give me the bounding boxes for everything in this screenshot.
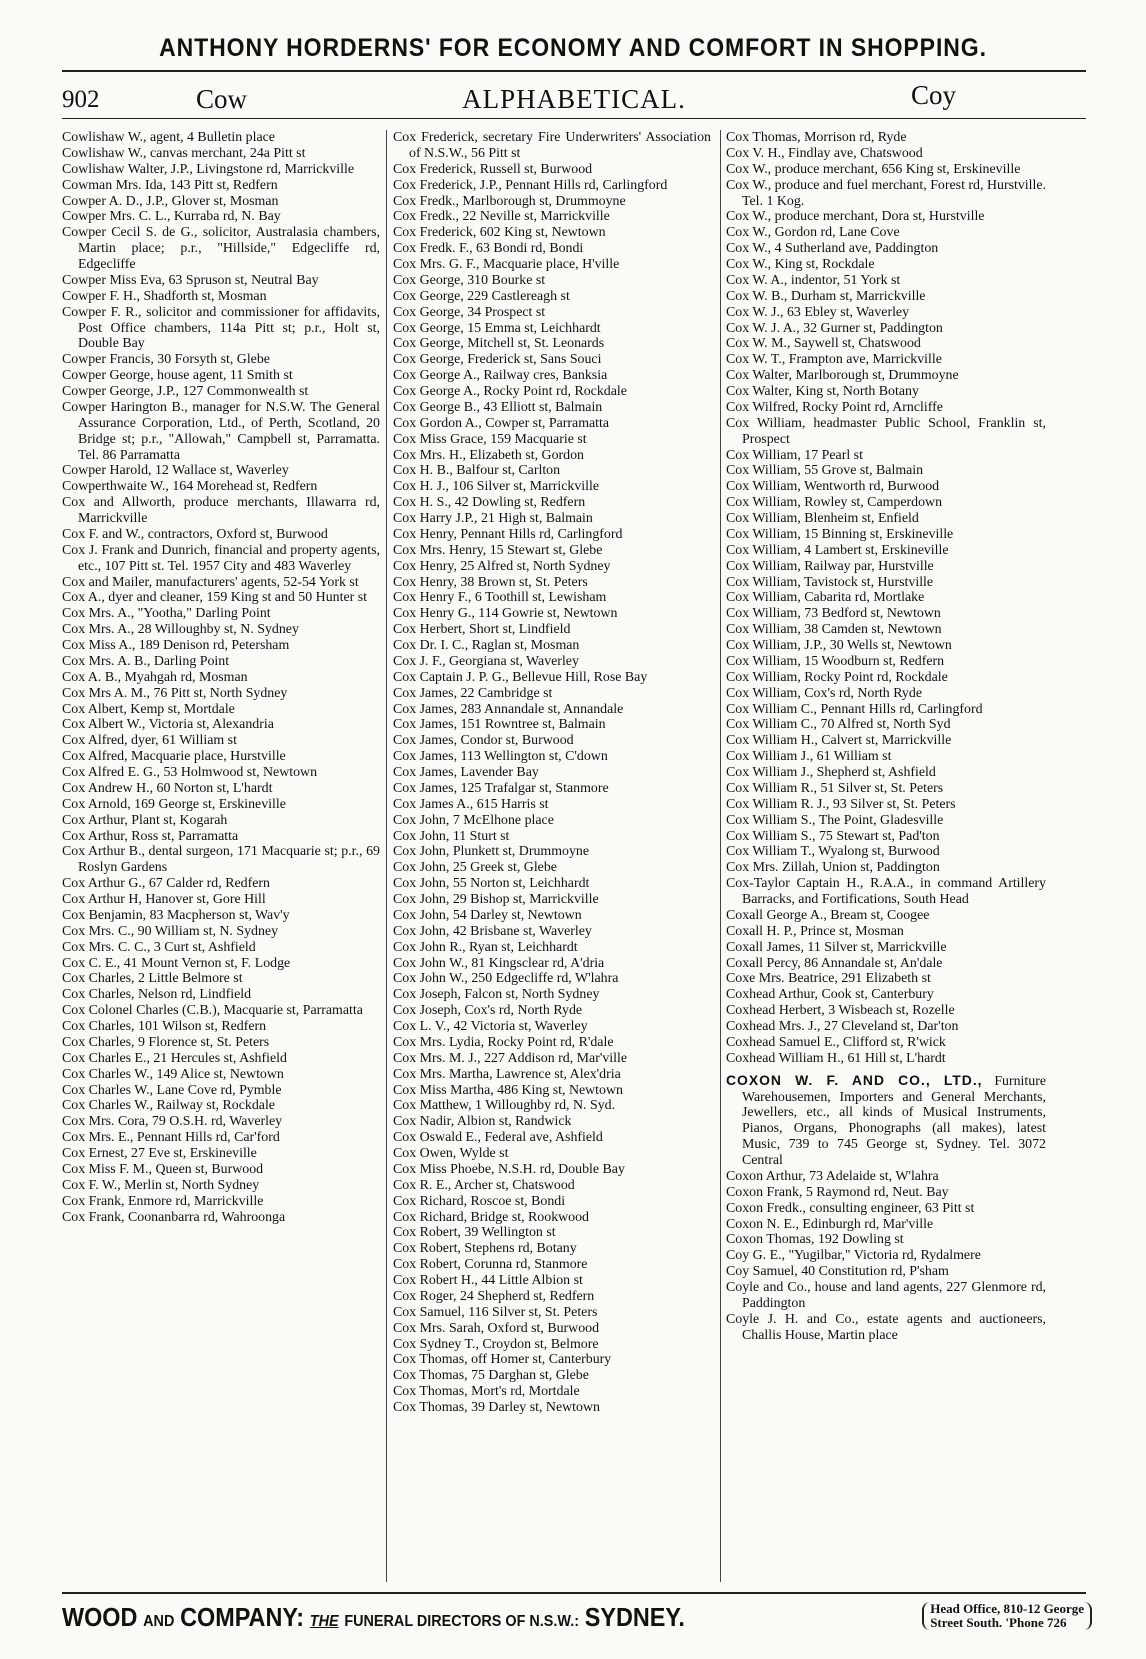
directory-entry: Coxon Frank, 5 Raymond rd, Neut. Bay (726, 1184, 949, 1200)
directory-entry: Coxon N. E., Edinburgh rd, Mar'ville (726, 1216, 934, 1232)
directory-entry: Cox Richard, Bridge st, Rookwood (393, 1209, 590, 1225)
directory-entry: Coxhead Arthur, Cook st, Canterbury (726, 987, 934, 1003)
directory-entry: Cox William, 38 Camden st, Newtown (726, 622, 942, 638)
directory-entry: Cox Mrs. A., "Yootha," Darling Point (62, 606, 271, 622)
directory-entry: Cox George, 229 Castlereagh st (393, 288, 570, 304)
directory-entry: Cox Thomas, 39 Darley st, Newtown (393, 1400, 600, 1415)
directory-entry: Cox James, 22 Cambridge st (393, 685, 553, 701)
directory-entry: Cox Mrs. M. J., 227 Addison rd, Mar'ville (393, 1050, 628, 1066)
directory-entry: Cox Robert, 39 Wellington st (393, 1225, 556, 1241)
directory-entry: Cox George, 34 Prospect st (393, 304, 546, 320)
directory-entry: Cox William, Rocky Point rd, Rockdale (726, 669, 948, 685)
directory-entry: Cox Henry, 25 Alfred st, North Sydney (393, 558, 611, 574)
directory-entry: Cox Robert H., 44 Little Albion st (393, 1273, 583, 1288)
directory-entry: Cox William J., 61 William st (726, 749, 892, 765)
directory-entry: Cox John, 54 Darley st, Newtown (393, 907, 582, 923)
directory-entry: Cowlishaw W., agent, 4 Bulletin place (62, 130, 275, 145)
directory-entry: Cox Alfred E. G., 53 Holmwood st, Newtown (62, 765, 318, 780)
footer-slogan (62, 1602, 685, 1633)
directory-entry: Cox H. J., 106 Silver st, Marrickville (393, 479, 600, 495)
directory-entry: Cox Mrs. A., 28 Willoughby st, N. Sydney (62, 622, 299, 638)
directory-entry: Coxe Mrs. Beatrice, 291 Elizabeth st (726, 971, 931, 987)
directory-entry: Cox W., produce merchant, 656 King st, Erskineville (726, 161, 1021, 177)
directory-entry: Cox W., Gordon rd, Lane Cove (726, 225, 900, 241)
directory-entry: Cox Mrs. Lydia, Rocky Point rd, R'dale (393, 1034, 614, 1050)
directory-entry: Cox William, headmaster Public School, Franklin st, Prospect (726, 415, 1046, 447)
directory-entry: Coxon Thomas, 192 Dowling st (726, 1232, 904, 1248)
section-title: ALPHABETICAL. (462, 84, 686, 114)
directory-entry: Cox Frank, Coonanbarra rd, Wahroonga (62, 1209, 286, 1225)
directory-entry: Cox Matthew, 1 Willoughby rd, N. Syd. (393, 1098, 616, 1114)
directory-entry: Cox James, 283 Annandale st, Annandale (393, 701, 624, 717)
directory-entry: Cox William, Wentworth rd, Burwood (726, 479, 940, 495)
directory-entry: Cox William, 4 Lambert st, Erskineville (726, 542, 949, 558)
directory-entry: Cox Dr. I. C., Raglan st, Mosman (393, 638, 580, 653)
directory-entry: Cox W. T., Frampton ave, Marrickville (726, 352, 942, 368)
directory-entry: Cox Thomas, Mort's rd, Mortdale (393, 1384, 580, 1400)
directory-entry: Cox Mrs. Cora, 79 O.S.H. rd, Waverley (62, 1114, 283, 1130)
directory-entry: Coxall Percy, 86 Annandale st, An'dale (726, 955, 943, 971)
directory-entry: Coxall George A., Bream st, Coogee (726, 907, 930, 923)
directory-entry: Cox William J., Shepherd st, Ashfield (726, 765, 936, 780)
directory-entry: Cox James A., 615 Harris st (393, 796, 549, 812)
footer-the: THE (309, 1613, 339, 1630)
directory-entry: Cox Mrs A. M., 76 Pitt st, North Sydney (62, 685, 288, 701)
directory-entry: Cowper A. D., J.P., Glover st, Mosman (62, 193, 279, 209)
header-rule (62, 118, 1086, 119)
directory-entry: Cox George, 310 Bourke st (393, 272, 546, 288)
directory-entry: Cox Colonel Charles (C.B.), Macquarie st, Parramatta (62, 1003, 363, 1019)
directory-entry: Cowper F. H., Shadforth st, Mosman (62, 288, 267, 304)
directory-entry: Cox George, 15 Emma st, Leichhardt (393, 320, 601, 336)
directory-entry: Cox Thomas, Morrison rd, Ryde (726, 130, 907, 145)
directory-entry: Cox W. B., Durham st, Marrickville (726, 288, 926, 304)
directory-entry: Cox Frank, Enmore rd, Marrickville (62, 1193, 264, 1209)
directory-entry: Cox Harry J.P., 21 High st, Balmain (393, 511, 593, 526)
footer-address (922, 1602, 1092, 1630)
directory-entry: Cox W. J. A., 32 Gurner st, Paddington (726, 320, 943, 336)
directory-entry: Cox John, 42 Brisbane st, Waverley (393, 923, 592, 939)
directory-entry: Cox Frederick, Russell st, Burwood (393, 161, 593, 177)
directory-entry: Cox William C., 70 Alfred st, North Syd (726, 717, 951, 733)
directory-entry: Cox John W., 81 Kingsclear rd, A'dria (393, 955, 605, 971)
directory-entry: Cox Joseph, Falcon st, North Sydney (393, 987, 600, 1003)
directory-entry: Cowman Mrs. Ida, 143 Pitt st, Redfern (62, 177, 278, 193)
directory-entry: Cox Roger, 24 Shepherd st, Redfern (393, 1288, 595, 1304)
directory-entry: Cox John R., Ryan st, Leichhardt (393, 939, 578, 955)
directory-entry: Cox Arthur, Ross st, Parramatta (62, 828, 239, 844)
directory-entry: Cox Walter, Marlborough st, Drummoyne (726, 368, 959, 384)
directory-entry: Cox W. J., 63 Ebley st, Waverley (726, 304, 910, 320)
directory-entry: Cox L. V., 42 Victoria st, Waverley (393, 1019, 588, 1034)
column-divider (720, 130, 721, 1582)
directory-entry: Cox Andrew H., 60 Norton st, L'hardt (62, 780, 273, 796)
directory-entry: Cox William R., 51 Silver st, St. Peters (726, 780, 944, 796)
directory-entry: Cox Arthur G., 67 Calder rd, Redfern (62, 876, 270, 892)
directory-entry: Cox William, Tavistock st, Hurstville (726, 574, 934, 590)
directory-entry: Cowlishaw Walter, J.P., Livingstone rd, Marrickville (62, 161, 355, 177)
footer-address-line-1: Head Office, 810-12 George (930, 1601, 1084, 1616)
directory-entry: Cox Fredk., 22 Neville st, Marrickville (393, 209, 610, 225)
directory-entry: Cox Charles W., 149 Alice st, Newtown (62, 1066, 284, 1082)
directory-entry: Cox W., produce merchant, Dora st, Hurstville (726, 209, 985, 225)
directory-entry: Cox Sydney T., Croydon st, Belmore (393, 1336, 599, 1352)
directory-entry: Cox Thomas, 75 Darghan st, Glebe (393, 1368, 589, 1384)
directory-entry: Cox Charles E., 21 Hercules st, Ashfield (62, 1050, 287, 1066)
footer-and: AND (143, 1613, 175, 1630)
directory-entry: Cox Charles, 2 Little Belmore st (62, 971, 243, 987)
directory-entry: Cox J. Frank and Dunrich, financial and property agents, etc., 107 Pitt st. Tel. 1957 City and 483 Waverley (62, 542, 380, 574)
directory-entry: Cox William, 55 Grove st, Balmain (726, 463, 924, 479)
directory-entry: Cox George A., Rocky Point rd, Rockdale (393, 384, 627, 399)
directory-entry: Cox George A., Railway cres, Banksia (393, 368, 608, 384)
directory-entry: Cox William, Cox's rd, North Ryde (726, 685, 922, 701)
advertising-banner: ANTHONY HORDERNS' FOR ECONOMY AND COMFORT IN SHOPPING. (159, 34, 987, 62)
directory-entry: Cox William, 73 Bedford st, Newtown (726, 606, 941, 622)
directory-entry: Cox A., dyer and cleaner, 159 King st and 50 Hunter st (62, 590, 367, 606)
column-3-entries (726, 130, 1046, 1067)
directory-column-1 (62, 130, 380, 1225)
directory-entry: Cox F. W., Merlin st, North Sydney (62, 1177, 260, 1193)
footer-address-line-2: Street South. 'Phone 726 (930, 1615, 1067, 1630)
directory-entry: Coxall James, 11 Silver st, Marrickville (726, 939, 947, 955)
directory-entry: Coxall H. P., Prince st, Mosman (726, 923, 904, 939)
directory-entry: Cox Frederick, secretary Fire Underwriters' Association of N.S.W., 56 Pitt st (393, 130, 711, 161)
directory-entry: Cox George, Frederick st, Sans Souci (393, 352, 602, 368)
guide-word-right: Coy (910, 80, 956, 110)
directory-entry: Cox Alfred, Macquarie place, Hurstville (62, 749, 286, 765)
directory-entry: Cox William S., The Point, Gladesville (726, 812, 944, 828)
directory-entry: Cox Frederick, 602 King st, Newtown (393, 225, 606, 241)
directory-entry: Cowper Miss Eva, 63 Spruson st, Neutral Bay (62, 272, 319, 288)
guide-word-left: Cow (196, 84, 248, 114)
directory-entry: Cox Nadir, Albion st, Randwick (393, 1114, 572, 1130)
directory-entry: Cox Charles W., Lane Cove rd, Pymble (62, 1082, 282, 1098)
directory-entry: Cox W., produce and fuel merchant, Forest rd, Hurstville. Tel. 1 Kog. (726, 177, 1046, 209)
directory-entry: Cox F. and W., contractors, Oxford st, Burwood (62, 526, 328, 542)
directory-column-3 (726, 130, 1046, 1344)
directory-entry: Cox William, Rowley st, Camperdown (726, 495, 943, 511)
directory-entry: Cox W. A., indentor, 51 York st (726, 272, 901, 288)
directory-entry: Cox Fredk., Marlborough st, Drummoyne (393, 193, 626, 209)
directory-entry: Cox Miss Grace, 159 Macquarie st (393, 431, 587, 447)
column-divider (386, 130, 387, 1582)
directory-entry: Cox Owen, Wylde st (393, 1146, 509, 1161)
directory-entry: Cowlishaw W., canvas merchant, 24a Pitt st (62, 145, 306, 161)
directory-entry: Cox Charles, Nelson rd, Lindfield (62, 987, 252, 1003)
directory-entry: Cox-Taylor Captain H., R.A.A., in command Artillery Barracks, and Fortifications, South Head (726, 876, 1046, 907)
coxon-advertisement (726, 1073, 1046, 1169)
directory-entry: Cowper Cecil S. de G., solicitor, Australasia chambers, Martin place; p.r., "Hillside," Edgecliffe rd, Edgecliffe (62, 225, 380, 272)
directory-entry: Cox Miss F. M., Queen st, Burwood (62, 1161, 264, 1177)
directory-entry: Cox Mrs. C., 90 William st, N. Sydney (62, 923, 279, 939)
coxon-ad-text: Furniture Warehousemen, Importers and General Merchants, Jewellers, etc., all kinds of Musical Instruments, Pianos, Organs, Phonographs (all makes), latest Music, 739 to 745 George st, Sydney. Tel. 3072 Central (742, 1073, 1047, 1168)
directory-entry: Coyle and Co., house and land agents, 227 Glenmore rd, Paddington (726, 1280, 1046, 1311)
page-header (62, 78, 1086, 122)
directory-entry: Cox Fredk. F., 63 Bondi rd, Bondi (393, 241, 584, 257)
directory-entry: Cox William, 15 Binning st, Erskineville (726, 526, 954, 542)
footer-wood: WOOD (62, 1602, 138, 1632)
directory-entry: Cox Mrs. Zillah, Union st, Paddington (726, 860, 940, 876)
footer-advertisement (62, 1596, 1092, 1648)
directory-entry: Cox Charles W., Railway st, Rockdale (62, 1098, 275, 1114)
directory-entry: Cox James, Lavender Bay (393, 765, 539, 780)
directory-entry: Cox William, 17 Pearl st (726, 447, 863, 463)
directory-entry: Cox Albert, Kemp st, Mortdale (62, 701, 235, 717)
directory-entry: Cox Herbert, Short st, Lindfield (393, 622, 571, 638)
directory-entry: Cox and Allworth, produce merchants, Illawarra rd, Marrickville (62, 495, 380, 526)
directory-entry: Cowper Francis, 30 Forsyth st, Glebe (62, 352, 270, 368)
directory-entry: Cowper Harington B., manager for N.S.W. The General Assurance Corporation, Ltd., of Perth, Scotland, 20 Bridge st; p.r., "Allowah," Campbell st, Parramatta. Tel. 86 Parramatta (62, 399, 380, 463)
directory-column-2 (393, 130, 711, 1416)
directory-entry: Cox Oswald E., Federal ave, Ashfield (393, 1130, 603, 1146)
directory-entry: Cox Ernest, 27 Eve st, Erskineville (62, 1146, 257, 1161)
directory-entry: Cox James, Condor st, Burwood (393, 733, 574, 749)
directory-entry: Cowper George, J.P., 127 Commonwealth st (62, 384, 309, 399)
directory-entry: Cox William C., Pennant Hills rd, Carlingford (726, 701, 983, 717)
directory-entry: Cox Charles, 101 Wilson st, Redfern (62, 1019, 267, 1034)
directory-entry: Coxon Arthur, 73 Adelaide st, W'lahra (726, 1168, 939, 1184)
directory-entry: Cox Arnold, 169 George st, Erskineville (62, 796, 286, 812)
directory-entry: Cox Henry G., 114 Gowrie st, Newtown (393, 606, 618, 622)
directory-entry: Cowper F. R., solicitor and commissioner for affidavits, Post Office chambers, 114a Pitt st; p.r., Holt st, Double Bay (62, 304, 380, 352)
directory-entry: Cox Arthur H, Hanover st, Gore Hill (62, 892, 266, 907)
directory-entry: Cox Mrs. H., Elizabeth st, Gordon (393, 447, 584, 463)
directory-entry: Cox John, 25 Greek st, Glebe (393, 860, 557, 876)
directory-entry: Cox Mrs. Martha, Lawrence st, Alex'dria (393, 1066, 621, 1082)
directory-entry: Cox Mrs. G. F., Macquarie place, H'ville (393, 257, 620, 272)
directory-entry: Cox Mrs. A. B., Darling Point (62, 653, 230, 669)
directory-entry: Cox V. H., Findlay ave, Chatswood (726, 145, 923, 161)
directory-entry: Cox Thomas, off Homer st, Canterbury (393, 1352, 612, 1368)
directory-entry: Cox Robert, Stephens rd, Botany (393, 1241, 577, 1257)
directory-entry: Cox Gordon A., Cowper st, Parramatta (393, 415, 610, 431)
directory-entry: Cox Wilfred, Rocky Point rd, Arncliffe (726, 399, 943, 415)
directory-entry: Cox Miss Phoebe, N.S.H. rd, Double Bay (393, 1161, 625, 1177)
directory-entry: Cox Robert, Corunna rd, Stanmore (393, 1257, 588, 1273)
directory-entry: Cox James, 113 Wellington st, C'down (393, 749, 608, 765)
directory-entry: Coxhead Mrs. J., 27 Cleveland st, Dar'ton (726, 1019, 959, 1034)
directory-entry: Coy G. E., "Yugilbar," Victoria rd, Rydalmere (726, 1248, 981, 1264)
directory-entry: Cox Henry, 38 Brown st, St. Peters (393, 574, 588, 590)
directory-entry: Cox John, 7 McElhone place (393, 812, 554, 828)
directory-entry: Cox John, 11 Sturt st (393, 828, 510, 844)
directory-entry: Cox Arthur B., dental surgeon, 171 Macquarie st; p.r., 69 Roslyn Gardens (62, 844, 380, 876)
directory-entry: Coxhead Herbert, 3 Wisbeach st, Rozelle (726, 1003, 955, 1019)
directory-entry: Cowper Harold, 12 Wallace st, Waverley (62, 463, 289, 479)
footer-company: COMPANY: (180, 1602, 305, 1632)
directory-entry: Cox Walter, King st, North Botany (726, 384, 919, 399)
directory-entry: Cox John W., 250 Edgecliffe rd, W'lahra (393, 971, 619, 987)
directory-entry: Cox W., King st, Rockdale (726, 257, 875, 272)
directory-entry: Cox Mrs. C. C., 3 Curt st, Ashfield (62, 939, 256, 955)
directory-entry: Cox William R. J., 93 Silver st, St. Peters (726, 796, 956, 812)
directory-entry: Cox William, Railway par, Hurstville (726, 558, 934, 574)
directory-entry: Cox Benjamin, 83 Macpherson st, Wav'y (62, 907, 290, 923)
directory-entry: Cox George, Mitchell st, St. Leonards (393, 336, 605, 352)
page-number: 902 (62, 86, 100, 113)
directory-entry: Cox Arthur, Plant st, Kogarah (62, 812, 228, 828)
directory-entry: Cowper Mrs. C. L., Kurraba rd, N. Bay (62, 209, 281, 225)
directory-entry: Cowperthwaite W., 164 Morehead st, Redfern (62, 479, 318, 495)
directory-entry: Cox Miss Martha, 486 King st, Newtown (393, 1082, 623, 1098)
directory-entry: Cox Henry, Pennant Hills rd, Carlingford (393, 526, 623, 542)
directory-entry: Cox and Mailer, manufacturers' agents, 52-54 York st (62, 574, 359, 590)
directory-entry: Cox W., 4 Sutherland ave, Paddington (726, 241, 939, 257)
directory-entry: Cox John, Plunkett st, Drummoyne (393, 844, 590, 860)
directory-entry: Cox H. B., Balfour st, Carlton (393, 463, 561, 479)
directory-entry: Cox Richard, Roscoe st, Bondi (393, 1193, 566, 1209)
directory-entry: Cox Samuel, 116 Silver st, St. Peters (393, 1304, 598, 1320)
directory-entry: Cox J. F., Georgiana st, Waverley (393, 653, 579, 669)
directory-entry: Cox Frederick, J.P., Pennant Hills rd, Carlingford (393, 177, 668, 193)
directory-entry: Cox Captain J. P. G., Bellevue Hill, Rose Bay (393, 669, 648, 685)
directory-entry: Cox William, J.P., 30 Wells st, Newtown (726, 638, 952, 653)
directory-entry: Coxon Fredk., consulting engineer, 63 Pitt st (726, 1200, 975, 1216)
footer-sydney: SYDNEY. (584, 1602, 685, 1632)
directory-entry: Cox Charles, 9 Florence st, St. Peters (62, 1034, 270, 1050)
directory-entry: Cox Albert W., Victoria st, Alexandria (62, 717, 274, 733)
directory-entry: Coyle J. H. and Co., estate agents and auctioneers, Challis House, Martin place (726, 1311, 1046, 1343)
directory-entry: Cox John, 29 Bishop st, Marrickville (393, 892, 599, 907)
column-3-tail-entries (726, 1169, 1046, 1344)
directory-entry: Coxhead Samuel E., Clifford st, R'wick (726, 1034, 946, 1050)
directory-entry: Cox William, 15 Woodburn st, Redfern (726, 653, 945, 669)
coxon-firm-name: COXON W. F. AND CO., LTD., (726, 1071, 983, 1088)
directory-entry: Cox John, 55 Norton st, Leichhardt (393, 876, 590, 892)
directory-entry: Coxhead William H., 61 Hill st, L'hardt (726, 1050, 946, 1066)
directory-entry: Cox R. E., Archer st, Chatswood (393, 1177, 575, 1193)
directory-entry: Cox William, Blenheim st, Enfield (726, 511, 919, 526)
top-rule (62, 70, 1086, 72)
directory-entry: Cox W. M., Saywell st, Chatswood (726, 336, 921, 352)
directory-entry: Cox Henry F., 6 Toothill st, Lewisham (393, 590, 607, 606)
directory-entry: Cox Alfred, dyer, 61 William st (62, 733, 237, 749)
directory-entry: Cox Miss A., 189 Denison rd, Petersham (62, 638, 290, 653)
directory-entry: Cox C. E., 41 Mount Vernon st, F. Lodge (62, 955, 291, 971)
directory-entry: Cox William S., 75 Stewart st, Pad'ton (726, 828, 940, 844)
footer-funeral-directors: FUNERAL DIRECTORS OF N.S.W.: (344, 1613, 580, 1630)
footer-rule (62, 1592, 1086, 1594)
directory-entry: Cox Mrs. Henry, 15 Stewart st, Glebe (393, 542, 603, 558)
directory-entry: Cox James, 125 Trafalgar st, Stanmore (393, 780, 609, 796)
directory-entry: Cox William H., Calvert st, Marrickville (726, 733, 952, 749)
directory-entry: Cox Mrs. E., Pennant Hills rd, Car'ford (62, 1130, 280, 1146)
directory-entry: Cox A. B., Myahgah rd, Mosman (62, 669, 248, 685)
directory-entry: Cox Joseph, Cox's rd, North Ryde (393, 1003, 583, 1019)
directory-entry: Cox James, 151 Rowntree st, Balmain (393, 717, 606, 733)
directory-entry: Cox H. S., 42 Dowling st, Redfern (393, 495, 586, 511)
directory-entry: Cowper George, house agent, 11 Smith st (62, 368, 293, 384)
directory-entry: Cox Mrs. Sarah, Oxford st, Burwood (393, 1320, 600, 1336)
directory-entry: Cox William T., Wyalong st, Burwood (726, 844, 940, 860)
directory-entry: Cox William, Cabarita rd, Mortlake (726, 590, 925, 606)
directory-entry: Coy Samuel, 40 Constitution rd, P'sham (726, 1264, 949, 1280)
directory-entry: Cox George B., 43 Elliott st, Balmain (393, 399, 603, 415)
